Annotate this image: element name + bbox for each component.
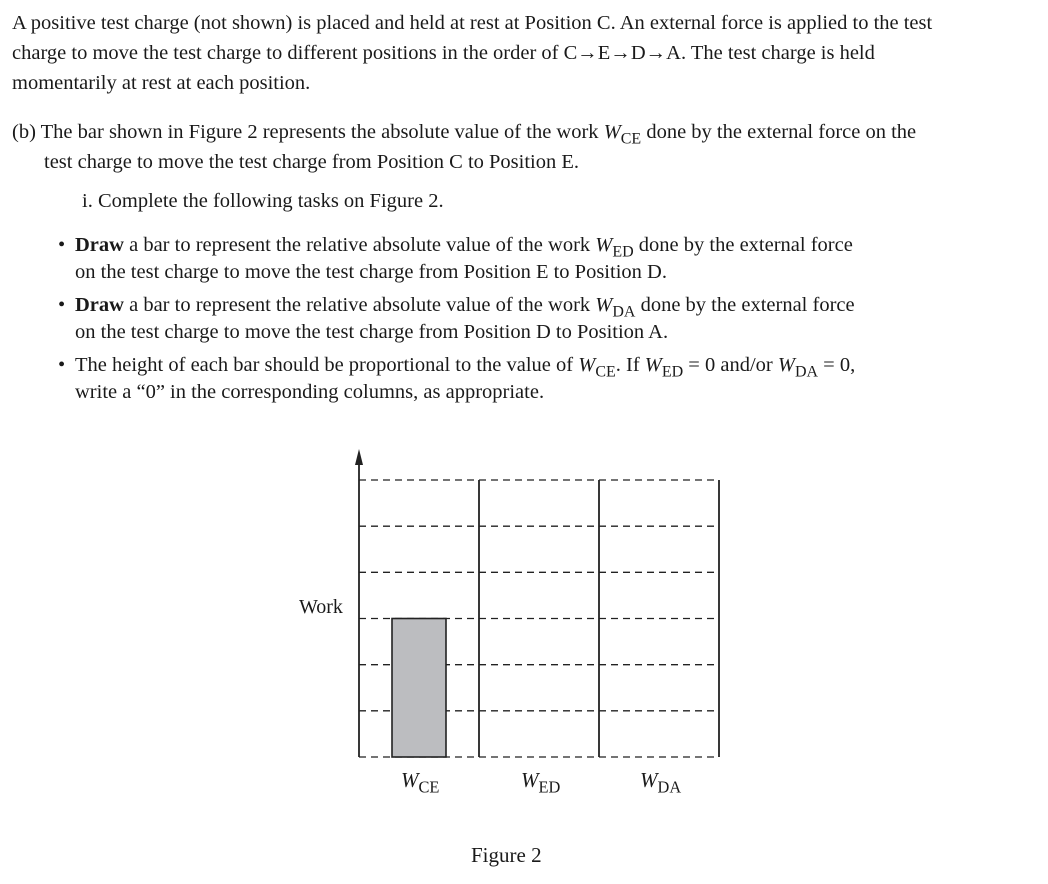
bullet-1-sub: ED (612, 243, 634, 261)
bullet-item-3 (58, 352, 998, 406)
bullet-3-text-3: = 0 and/or (683, 354, 778, 376)
column-label-wed (521, 768, 561, 797)
figure-caption: Figure 2 (471, 843, 542, 867)
bullet-2-var: W (595, 294, 613, 316)
bullet-2-sub: DA (612, 303, 636, 321)
bullet-3-text-1: The height of each bar should be proportional to the value of (75, 354, 579, 376)
column-var: W (401, 768, 419, 792)
intro-paragraph (12, 8, 1042, 98)
column-sub: DA (657, 777, 682, 797)
y-axis-arrowhead (355, 449, 363, 465)
bullet-2-line-2: on the test charge to move the test charge from Position D to Position A. (75, 321, 669, 343)
bullet-3-var-3: W (777, 354, 795, 376)
bullet-dot: • (58, 234, 66, 256)
intro-line-2: charge to move the test charge to different positions in the order of C→E→D→A. The test charge is held (12, 42, 875, 64)
bullet-3-text-2: . If (615, 354, 645, 376)
column-label-wce (401, 768, 440, 797)
bullet-3-line-1 (58, 352, 998, 379)
bullet-3-sub-1: CE (595, 363, 616, 381)
y-axis-label: Work (299, 596, 343, 618)
column-label-wda (640, 768, 682, 797)
bullet-2-line-1 (58, 292, 998, 319)
part-b-paragraph (12, 117, 1042, 177)
column-sub: ED (538, 777, 561, 797)
bullet-2-text-1: a bar to represent the relative absolute value of the work (123, 294, 596, 316)
bullet-2-bold: Draw (75, 294, 124, 316)
part-b-sub: CE (620, 130, 642, 148)
bullet-2-text-2: done by the external force (635, 294, 855, 316)
task-i: i. Complete the following tasks on Figure 2. (82, 190, 444, 212)
bullet-dot: • (58, 294, 66, 316)
bullet-3-sub-2: ED (661, 363, 684, 381)
bullet-3-sub-3: DA (794, 363, 819, 381)
column-var: W (521, 768, 539, 792)
bullet-1-bold: Draw (75, 234, 124, 256)
part-b-suffix: done by the external force on the (641, 121, 917, 143)
part-b-line-2: test charge to move the test charge from Position C to Position E. (44, 151, 580, 173)
bullet-1-line-1 (58, 232, 998, 259)
bullet-3-line-2: write a “0” in the corresponding columns, as appropriate. (75, 381, 545, 403)
part-b-var: W (603, 121, 621, 143)
bullet-3-text-4: = 0, (818, 354, 856, 376)
bullet-dot: • (58, 354, 66, 376)
bullet-1-line-2: on the test charge to move the test charge from Position E to Position D. (75, 261, 667, 283)
intro-line-1: A positive test charge (not shown) is placed and held at rest at Position C. An external force is applied to the test (12, 12, 933, 34)
bullet-item-1 (58, 232, 998, 286)
column-sub: CE (418, 777, 440, 797)
part-b-prefix: (b) The bar shown in Figure 2 represents the absolute value of the work (12, 121, 599, 143)
bullet-3-var-1: W (578, 354, 596, 376)
work-bar-chart (290, 445, 730, 775)
bullet-1-var: W (595, 234, 613, 256)
figure-2 (290, 445, 730, 875)
bullet-item-2 (58, 292, 998, 346)
bullet-1-text-2: done by the external force (633, 234, 853, 256)
bullet-3-var-2: W (644, 354, 662, 376)
intro-line-3: momentarily at rest at each position. (12, 72, 311, 94)
bar-wce (392, 619, 446, 758)
bullet-1-text-1: a bar to represent the relative absolute value of the work (123, 234, 596, 256)
column-var: W (640, 768, 658, 792)
